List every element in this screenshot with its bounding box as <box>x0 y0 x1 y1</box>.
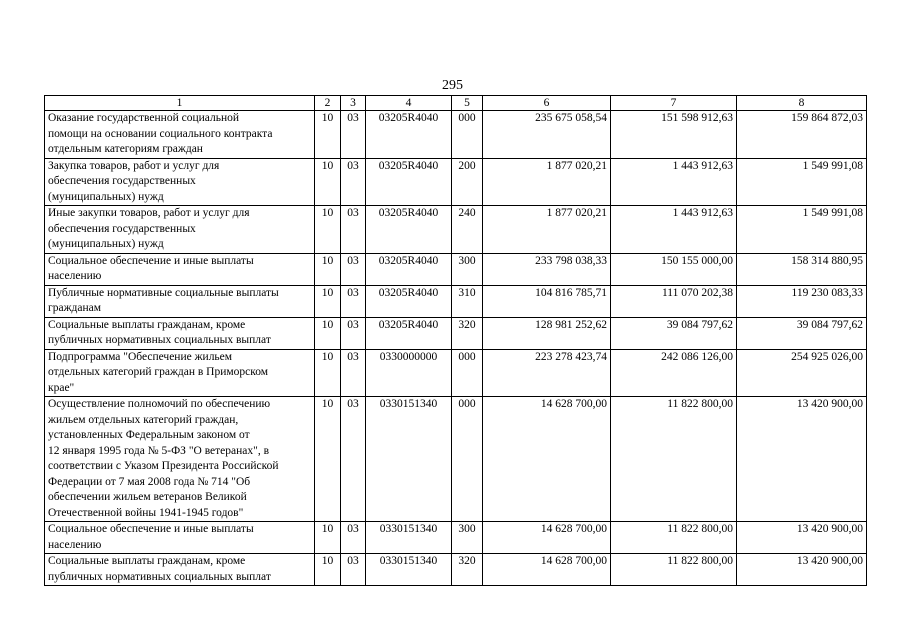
column-header: 8 <box>737 96 867 111</box>
section-code-cell: 10 <box>315 253 341 285</box>
row-name-line: Иные закупки товаров, работ и услуг для <box>48 207 250 219</box>
section-code-cell: 10 <box>315 554 341 586</box>
table-row <box>45 397 867 522</box>
row-name-cell <box>45 253 315 285</box>
row-name-line: Социальное обеспечение и иные выплаты <box>48 254 254 267</box>
subsection-code-cell: 03 <box>341 397 366 522</box>
target-article-cell: 03205R4040 <box>366 317 452 349</box>
row-name-line: населению <box>48 270 102 282</box>
table-body <box>45 111 867 586</box>
subsection-code-cell: 03 <box>341 554 366 586</box>
row-name-cell <box>45 522 315 554</box>
target-article-cell: 03205R4040 <box>366 158 452 206</box>
subsection-code-cell: 03 <box>341 158 366 206</box>
amount-col8-cell: 254 925 026,00 <box>737 349 867 397</box>
amount-col7-cell: 1 443 912,63 <box>611 158 737 206</box>
row-name-line: публичных нормативных социальных выплат <box>48 334 271 346</box>
row-name-cell <box>45 397 315 522</box>
page-number: 295 <box>442 78 463 93</box>
amount-col7-cell: 111 070 202,38 <box>611 285 737 317</box>
expense-type-cell: 000 <box>452 349 483 397</box>
table-row <box>45 111 867 159</box>
row-name-line: (муниципальных) нужд <box>48 190 164 203</box>
row-name-cell <box>45 317 315 349</box>
expense-type-cell: 000 <box>452 397 483 522</box>
row-name-line: соответствии с Указом Президента Российской <box>48 460 279 472</box>
section-code-cell: 10 <box>315 317 341 349</box>
expense-type-cell: 200 <box>452 158 483 206</box>
amount-col7-cell: 11 822 800,00 <box>611 554 737 586</box>
section-code-cell: 10 <box>315 349 341 397</box>
subsection-code-cell: 03 <box>341 253 366 285</box>
amount-col6-cell: 235 675 058,54 <box>483 111 611 159</box>
subsection-code-cell: 03 <box>341 285 366 317</box>
section-code-cell: 10 <box>315 111 341 159</box>
row-name-cell <box>45 285 315 317</box>
table-row <box>45 349 867 397</box>
section-code-cell: 10 <box>315 397 341 522</box>
expense-type-cell: 240 <box>452 206 483 254</box>
expense-type-cell: 320 <box>452 317 483 349</box>
row-name-cell <box>45 158 315 206</box>
row-name-line: помощи на основании социального контракта <box>48 127 273 140</box>
row-name-line: обеспечения государственных <box>48 175 196 187</box>
column-header: 3 <box>341 96 366 111</box>
amount-col6-cell: 14 628 700,00 <box>483 554 611 586</box>
amount-col7-cell: 1 443 912,63 <box>611 206 737 254</box>
row-name-line: публичных нормативных социальных выплат <box>48 570 271 583</box>
amount-col8-cell: 13 420 900,00 <box>737 397 867 522</box>
target-article-cell: 03205R4040 <box>366 111 452 159</box>
table-row <box>45 285 867 317</box>
table-row <box>45 158 867 206</box>
table-header-row <box>45 96 867 111</box>
table-row <box>45 554 867 586</box>
row-name-line: Публичные нормативные социальные выплаты <box>48 286 279 299</box>
column-header: 1 <box>45 96 315 111</box>
subsection-code-cell: 03 <box>341 349 366 397</box>
amount-col8-cell: 13 420 900,00 <box>737 554 867 586</box>
target-article-cell: 03205R4040 <box>366 285 452 317</box>
amount-col7-cell: 150 155 000,00 <box>611 253 737 285</box>
table-row <box>45 317 867 349</box>
amount-col7-cell: 11 822 800,00 <box>611 522 737 554</box>
row-name-line: отдельным категориям граждан <box>48 143 203 155</box>
expense-type-cell: 000 <box>452 111 483 159</box>
row-name-line: Подпрограмма "Обеспечение жильем <box>48 350 233 363</box>
section-code-cell: 10 <box>315 206 341 254</box>
target-article-cell: 03205R4040 <box>366 206 452 254</box>
row-name-line: Осуществление полномочий по обеспечению <box>48 398 271 410</box>
subsection-code-cell: 03 <box>341 111 366 159</box>
amount-col8-cell: 13 420 900,00 <box>737 522 867 554</box>
row-name-line: Оказание государственной социальной <box>48 112 240 124</box>
target-article-cell: 0330151340 <box>366 397 452 522</box>
subsection-code-cell: 03 <box>341 317 366 349</box>
expense-type-cell: 320 <box>452 554 483 586</box>
row-name-line: отдельных категорий граждан в Приморском <box>48 366 269 378</box>
column-header: 5 <box>452 96 483 111</box>
row-name-line: гражданам <box>48 302 102 314</box>
amount-col7-cell: 242 086 126,00 <box>611 349 737 397</box>
row-name-line: обеспечения государственных <box>48 222 196 235</box>
row-name-line: населению <box>48 538 102 551</box>
amount-col7-cell: 39 084 797,62 <box>611 317 737 349</box>
table-row <box>45 206 867 254</box>
row-name-line: Отечественной войны 1941-1945 годов" <box>48 506 244 519</box>
budget-table <box>44 95 867 586</box>
amount-col7-cell: 11 822 800,00 <box>611 397 737 522</box>
target-article-cell: 0330151340 <box>366 522 452 554</box>
section-code-cell: 10 <box>315 158 341 206</box>
amount-col6-cell: 1 877 020,21 <box>483 158 611 206</box>
amount-col6-cell: 128 981 252,62 <box>483 317 611 349</box>
row-name-line: (муниципальных) нужд <box>48 238 164 250</box>
amount-col8-cell: 39 084 797,62 <box>737 317 867 349</box>
section-code-cell: 10 <box>315 522 341 554</box>
column-header: 4 <box>366 96 452 111</box>
target-article-cell: 0330000000 <box>366 349 452 397</box>
row-name-line: обеспечении жильем ветеранов Великой <box>48 491 247 503</box>
column-header: 7 <box>611 96 737 111</box>
amount-col6-cell: 223 278 423,74 <box>483 349 611 397</box>
amount-col6-cell: 14 628 700,00 <box>483 522 611 554</box>
amount-col8-cell: 1 549 991,08 <box>737 206 867 254</box>
subsection-code-cell: 03 <box>341 522 366 554</box>
subsection-code-cell: 03 <box>341 206 366 254</box>
row-name-line: Социальные выплаты гражданам, кроме <box>48 555 246 567</box>
amount-col6-cell: 104 816 785,71 <box>483 285 611 317</box>
row-name-cell <box>45 349 315 397</box>
column-header: 6 <box>483 96 611 111</box>
row-name-line: крае" <box>48 381 75 394</box>
row-name-line: 12 января 1995 года № 5-ФЗ "О ветеранах", в <box>48 444 270 457</box>
amount-col8-cell: 159 864 872,03 <box>737 111 867 159</box>
row-name-line: Социальное обеспечение и иные выплаты <box>48 523 254 535</box>
amount-col8-cell: 158 314 880,95 <box>737 253 867 285</box>
target-article-cell: 03205R4040 <box>366 253 452 285</box>
row-name-cell <box>45 111 315 159</box>
row-name-line: Социальные выплаты гражданам, кроме <box>48 318 246 331</box>
amount-col8-cell: 1 549 991,08 <box>737 158 867 206</box>
expense-type-cell: 300 <box>452 522 483 554</box>
section-code-cell: 10 <box>315 285 341 317</box>
table-row <box>45 522 867 554</box>
row-name-line: установленных Федеральным законом от <box>48 429 250 441</box>
column-header: 2 <box>315 96 341 111</box>
target-article-cell: 0330151340 <box>366 554 452 586</box>
amount-col6-cell: 1 877 020,21 <box>483 206 611 254</box>
row-name-cell <box>45 554 315 586</box>
amount-col7-cell: 151 598 912,63 <box>611 111 737 159</box>
expense-type-cell: 310 <box>452 285 483 317</box>
expense-type-cell: 300 <box>452 253 483 285</box>
row-name-line: Федерации от 7 мая 2008 года № 714 "Об <box>48 475 251 488</box>
row-name-line: Закупка товаров, работ и услуг для <box>48 159 220 172</box>
amount-col6-cell: 14 628 700,00 <box>483 397 611 522</box>
amount-col6-cell: 233 798 038,33 <box>483 253 611 285</box>
row-name-cell <box>45 206 315 254</box>
amount-col8-cell: 119 230 083,33 <box>737 285 867 317</box>
row-name-line: жильем отдельных категорий граждан, <box>48 413 239 426</box>
table-row <box>45 253 867 285</box>
